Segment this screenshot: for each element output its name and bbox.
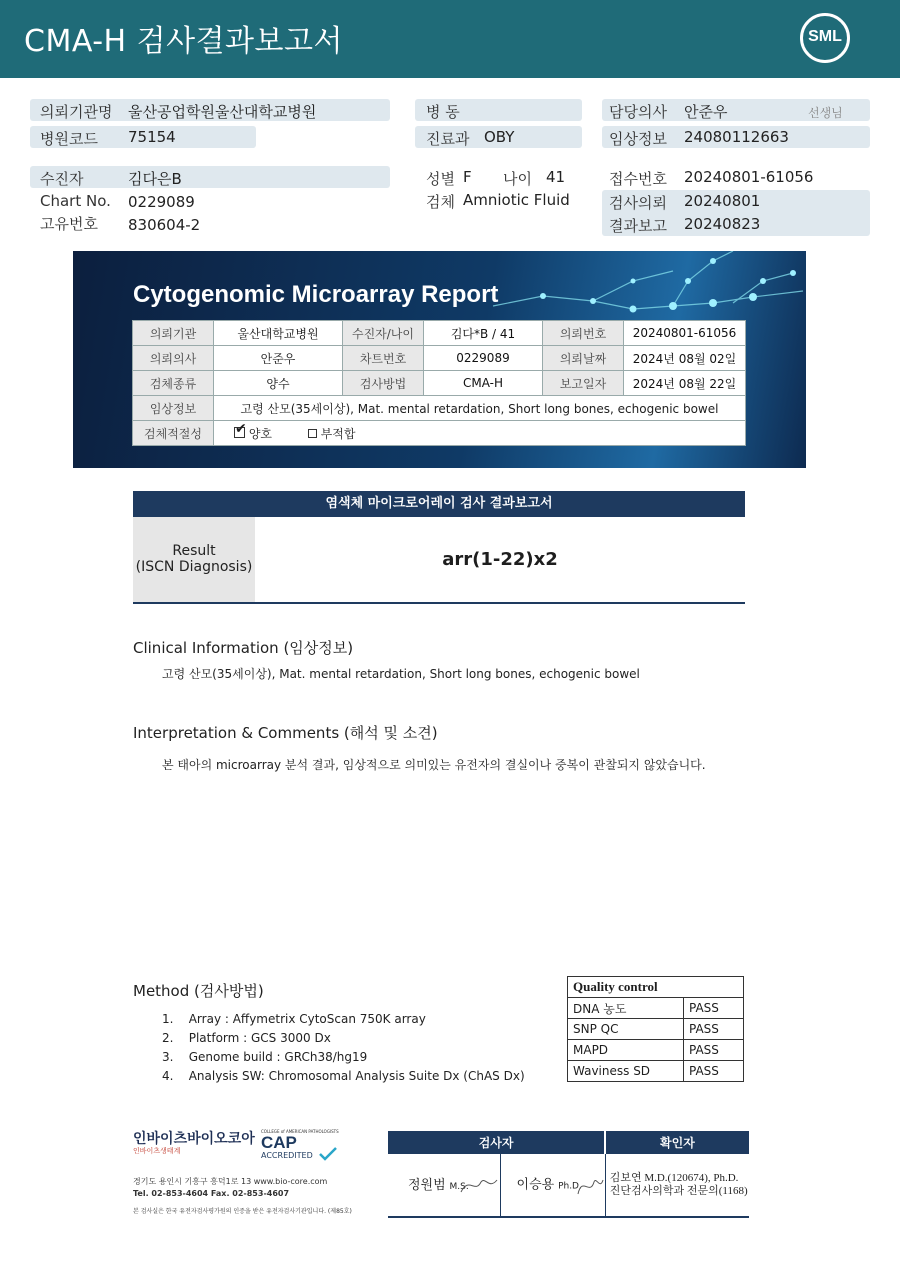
table-row bbox=[568, 977, 744, 998]
result-label-cell bbox=[133, 517, 255, 602]
logo-text: SML bbox=[808, 28, 842, 45]
request-date-value: 20240801 bbox=[684, 192, 761, 210]
banner-cell-value: 김다*B / 41 bbox=[424, 321, 543, 346]
ward-label: 병 동 bbox=[426, 103, 460, 121]
banner-cell-value: 양수 bbox=[214, 371, 343, 396]
result-header: 염색체 마이크로어레이 검사 결과보고서 bbox=[133, 491, 745, 517]
unique-id-label: 고유번호 bbox=[40, 215, 98, 233]
banner-cell-value: 2024년 08월 22일 bbox=[624, 371, 746, 396]
banner-suitability-label: 검체적절성 bbox=[133, 421, 214, 446]
doctor-suffix: 선생님 bbox=[808, 106, 843, 120]
sml-logo bbox=[800, 13, 850, 63]
banner-cell-value: 2024년 08월 02일 bbox=[624, 346, 746, 371]
company-name: 인바이츠바이오코아 bbox=[133, 1131, 255, 1147]
method-heading: Method (검사방법) bbox=[133, 982, 264, 1000]
tester1-cell bbox=[388, 1154, 500, 1217]
reception-value: 20240801-61056 bbox=[684, 168, 814, 186]
sex-label: 성별 bbox=[426, 170, 455, 188]
list-item: 4. Analysis SW: Chromosomal Analysis Suite Dx (ChAS Dx) bbox=[162, 1069, 525, 1083]
table-row bbox=[388, 1131, 749, 1154]
qc-item: MAPD bbox=[568, 1040, 684, 1061]
banner-clinical-label: 임상정보 bbox=[133, 396, 214, 421]
tester2-name: 이승용 bbox=[516, 1177, 555, 1193]
certification-notice: 본 검사실은 한국 유전자검사평가원의 인증을 받은 유전자검사기관입니다. (제85호) bbox=[133, 1208, 352, 1215]
reception-label: 접수번호 bbox=[609, 170, 667, 188]
chart-no-label: Chart No. bbox=[40, 192, 111, 210]
hospital-label: 의뢰기관명 bbox=[40, 103, 113, 121]
signature-table bbox=[388, 1131, 749, 1218]
banner-row bbox=[133, 321, 746, 346]
report-title: CMA-H 검사결과보고서 bbox=[24, 24, 343, 59]
confirmer-title: 진단검사의학과 전문의(1168) bbox=[609, 1185, 748, 1197]
sex-value: F bbox=[463, 168, 472, 186]
quality-control-table bbox=[567, 976, 744, 1082]
clinical-no-value: 24080112663 bbox=[684, 128, 789, 146]
table-row bbox=[568, 998, 744, 1019]
clinical-info-heading: Clinical Information (임상정보) bbox=[133, 639, 354, 657]
hospital-code-label: 병원코드 bbox=[40, 130, 98, 148]
dept-label: 진료과 bbox=[426, 130, 470, 148]
checked-box-icon: ✔ bbox=[235, 420, 247, 437]
company-tel: Tel. 02-853-4604 Fax. 02-853-4607 bbox=[133, 1189, 290, 1198]
banner-cell-key: 검체종류 bbox=[133, 371, 214, 396]
hospital-code-value: 75154 bbox=[128, 128, 176, 146]
interpretation-heading: Interpretation & Comments (해석 및 소견) bbox=[133, 724, 438, 742]
list-item: 3. Genome build : GRCh38/hg19 bbox=[162, 1050, 368, 1064]
banner-cell-key: 차트번호 bbox=[343, 346, 424, 371]
qc-title: Quality control bbox=[568, 977, 744, 998]
confirmer-name: 김보연 M.D.(120674), Ph.D. bbox=[609, 1172, 739, 1184]
banner-cell-value: 0229089 bbox=[424, 346, 543, 371]
qc-item: SNP QC bbox=[568, 1019, 684, 1040]
table-row bbox=[568, 1061, 744, 1082]
tester2-cell bbox=[500, 1154, 605, 1217]
check-icon bbox=[319, 1147, 337, 1161]
patient-name-label: 수진자 bbox=[40, 170, 84, 188]
table-row bbox=[388, 1154, 749, 1217]
clinical-no-label: 임상정보 bbox=[609, 130, 667, 148]
age-value: 41 bbox=[546, 168, 566, 186]
banner-cell-key: 의뢰번호 bbox=[543, 321, 624, 346]
chart-no-value: 0229089 bbox=[128, 193, 195, 211]
patient-name-value: 김다은B bbox=[128, 170, 182, 188]
banner-info-table bbox=[132, 320, 746, 446]
qc-result: PASS bbox=[684, 1019, 744, 1040]
dept-value: OBY bbox=[484, 128, 515, 146]
banner-title: Cytogenomic Microarray Report bbox=[133, 281, 499, 308]
banner-row bbox=[133, 421, 746, 446]
banner-cell-value: 안준우 bbox=[214, 346, 343, 371]
qc-result: PASS bbox=[684, 998, 744, 1019]
banner-cell-value: CMA-H bbox=[424, 371, 543, 396]
specimen-label: 검체 bbox=[426, 193, 455, 211]
doctor-value: 안준우 bbox=[684, 103, 728, 121]
doctor-label: 담당의사 bbox=[609, 103, 667, 121]
cap-accredited-logo bbox=[261, 1129, 341, 1167]
tester1-degree: M.S. bbox=[449, 1181, 469, 1192]
tester1-name: 정원범 bbox=[408, 1177, 446, 1193]
cap-text: CAP bbox=[261, 1133, 297, 1152]
banner-cell-value: 20240801-61056 bbox=[624, 321, 746, 346]
banner-clinical-value: 고령 산모(35세이상), Mat. mental retardation, Short long bones, echogenic bowel bbox=[214, 396, 746, 421]
tester-header: 검사자 bbox=[388, 1131, 605, 1154]
clinical-info-text: 고령 산모(35세이상), Mat. mental retardation, Short long bones, echogenic bowel bbox=[162, 667, 640, 681]
unchecked-box-icon bbox=[308, 429, 317, 438]
qc-item: Waviness SD bbox=[568, 1061, 684, 1082]
qc-result: PASS bbox=[684, 1061, 744, 1082]
report-header-bar bbox=[0, 0, 900, 78]
qc-result: PASS bbox=[684, 1040, 744, 1061]
hospital-value: 울산공업학원울산대학교병원 bbox=[128, 103, 317, 121]
tester2-degree: Ph.D. bbox=[558, 1181, 582, 1192]
banner-row bbox=[133, 371, 746, 396]
cap-accredited-text: ACCREDITED bbox=[261, 1151, 313, 1160]
banner-cell-key: 의뢰날짜 bbox=[543, 346, 624, 371]
method-item-text: Genome build : GRCh38/hg19 bbox=[188, 1050, 368, 1064]
banner-row bbox=[133, 346, 746, 371]
list-item: 2. Platform : GCS 3000 Dx bbox=[162, 1031, 331, 1045]
microarray-report-banner bbox=[73, 251, 806, 468]
confirmer-cell bbox=[605, 1154, 748, 1217]
method-item-text: Array : Affymetrix CytoScan 750K array bbox=[188, 1012, 426, 1026]
cap-top-text: COLLEGE of AMERICAN PATHOLOGISTS bbox=[261, 1129, 339, 1134]
request-date-label: 검사의뢰 bbox=[609, 194, 667, 212]
interpretation-text: 본 태아의 microarray 분석 결과, 임상적으로 의미있는 유전자의 결실이나 중복이 관찰되지 않았습니다. bbox=[162, 758, 706, 772]
banner-row bbox=[133, 396, 746, 421]
list-item: 1. Array : Affymetrix CytoScan 750K array bbox=[162, 1012, 426, 1026]
result-label: Result bbox=[172, 543, 216, 559]
specimen-value: Amniotic Fluid bbox=[463, 191, 570, 209]
method-item-text: Analysis SW: Chromosomal Analysis Suite Dx (ChAS Dx) bbox=[188, 1069, 525, 1083]
signature-icon bbox=[459, 1174, 499, 1196]
report-date-value: 20240823 bbox=[684, 215, 761, 233]
name-row-bg bbox=[30, 166, 390, 188]
method-list bbox=[162, 1010, 525, 1086]
report-date-label: 결과보고 bbox=[609, 217, 667, 235]
confirmer-header: 확인자 bbox=[605, 1131, 748, 1154]
age-label: 나이 bbox=[503, 170, 532, 188]
banner-cell-key: 의뢰의사 bbox=[133, 346, 214, 371]
banner-cell-key: 의뢰기관 bbox=[133, 321, 214, 346]
banner-cell-value: 울산대학교병원 bbox=[214, 321, 343, 346]
table-row bbox=[568, 1040, 744, 1061]
result-bottom-rule bbox=[133, 602, 745, 604]
signature-icon bbox=[574, 1172, 604, 1198]
method-item-text: Platform : GCS 3000 Dx bbox=[188, 1031, 331, 1045]
qc-item: DNA 농도 bbox=[568, 998, 684, 1019]
table-row bbox=[568, 1019, 744, 1040]
company-address: 경기도 용인시 기흥구 흥덕1로 13 www.bio-core.com bbox=[133, 1177, 328, 1186]
result-label-sub: (ISCN Diagnosis) bbox=[135, 559, 253, 575]
unique-id-value: 830604-2 bbox=[128, 216, 201, 234]
iscn-result: arr(1-22)x2 bbox=[442, 549, 558, 570]
banner-cell-key: 검사방법 bbox=[343, 371, 424, 396]
suitability-bad-label: 부적합 bbox=[320, 426, 356, 441]
banner-cell-key: 수진자/나이 bbox=[343, 321, 424, 346]
company-sub: 인바이츠생태계 bbox=[133, 1147, 181, 1155]
banner-cell-key: 보고일자 bbox=[543, 371, 624, 396]
suitability-ok-label: 양호 bbox=[248, 426, 273, 441]
